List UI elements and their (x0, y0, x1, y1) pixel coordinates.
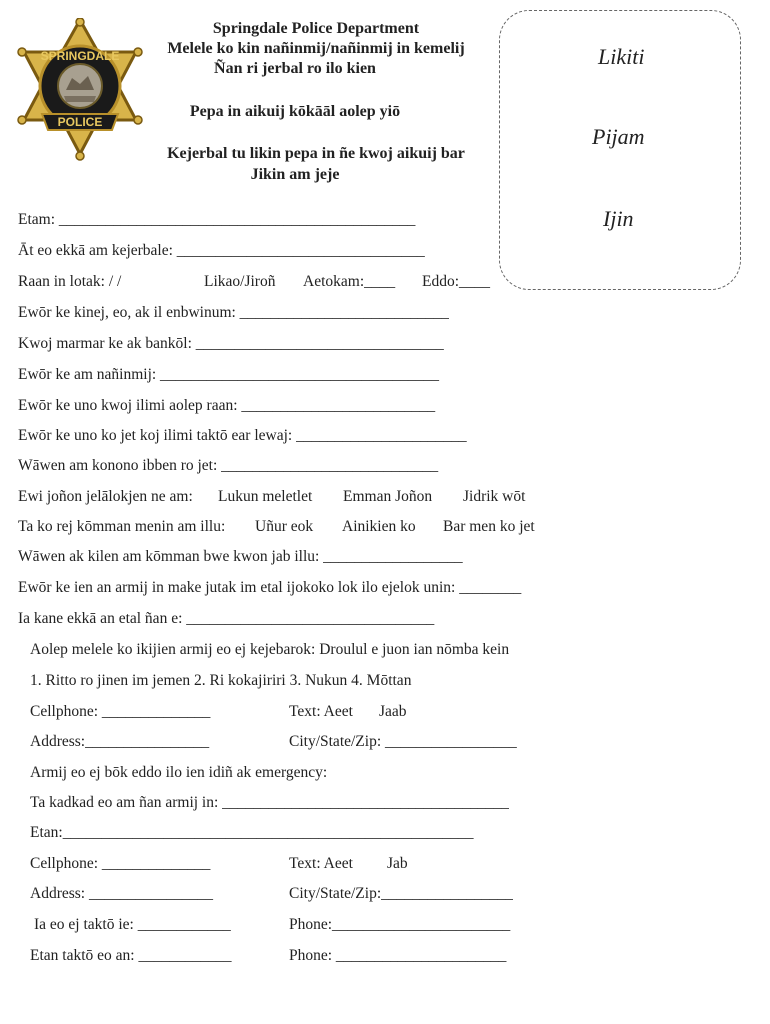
triggers-option-3[interactable]: Bar men ko jet (443, 518, 535, 535)
triggers-option-1[interactable]: Uñur eok (255, 518, 314, 535)
birthdate-field[interactable]: Raan in lotak: / / (18, 273, 122, 290)
knowledge-option-3[interactable]: Jidrik wōt (463, 488, 526, 505)
weight-field[interactable]: Eddo:____ (422, 273, 491, 290)
hospital-field[interactable]: Ia eo ej taktō ie: ____________ (34, 916, 231, 933)
photo-label-1: Likiti (598, 44, 645, 69)
form-title: Pepa in aikuij kōkāāl aolep yiō (189, 103, 401, 120)
badge-bottom-text: POLICE (57, 115, 103, 129)
cellphone-field-1[interactable]: Cellphone: ______________ (30, 703, 211, 720)
wander-location-field[interactable]: Ia kane ekkā an etal ñan e: ________________________________ (18, 610, 435, 627)
illness-field[interactable]: Ewōr ke am nañinmij: ____________________________________ (18, 366, 440, 383)
marks-field[interactable]: Ewōr ke kinej, eo, ak il enbwinum: ___________________________ (18, 304, 449, 321)
header-line-2: Melele ko kin nañinmij/nañinmij in kemelij (167, 40, 465, 57)
knowledge-option-2[interactable]: Emman Joñon (343, 488, 433, 505)
caregiver-info-label: Aolep melele ko ikijien armij eo ej kejebarok: Droulul e juon ian nōmba kein (30, 641, 510, 658)
doctor-phone-field[interactable]: Phone: ______________________ (289, 947, 507, 964)
hospital-phone-field[interactable]: Phone:_______________________ (289, 916, 511, 933)
relationship-field[interactable]: Ta kadkad eo am ñan armij in: _____________________________________ (30, 794, 509, 811)
triggers-option-2[interactable]: Ainikien ko (342, 518, 416, 535)
police-badge-logo (14, 18, 146, 170)
triggers-label: Ta ko rej kōmman menin am illu: (18, 518, 226, 535)
emergency-contact-label: Armij eo ej bōk eddo ilo ien idiñ ak emergency: (30, 764, 328, 781)
photo-label-3: Ijin (603, 206, 634, 231)
badge-star-icon (18, 18, 142, 160)
name-field[interactable]: Etam: ______________________________________________ (18, 211, 416, 228)
photo-label-2: Pijam (592, 124, 645, 149)
city-state-zip-field-2[interactable]: City/State/Zip:_________________ (289, 885, 513, 902)
text-option-no-2[interactable]: Jab (387, 855, 408, 872)
badge-top-text: SPRINGDALE (40, 49, 120, 63)
relationship-options: 1. Ritto ro jinen im jemen 2. Ri kokajiriri 3. Nukun 4. Mōttan (30, 672, 412, 689)
city-state-zip-field-1[interactable]: City/State/Zip: _________________ (289, 733, 517, 750)
text-option-no-1[interactable]: Jaab (379, 703, 407, 720)
text-option-yes-2[interactable]: Text: Aeet (289, 855, 353, 872)
communication-field[interactable]: Wāwen am konono ibben ro jet: ____________________________ (18, 457, 439, 474)
header-line-5: Kejerbal tu likin pepa in ñe kwoj aikuij bar (167, 145, 465, 162)
address-field-1[interactable]: Address:________________ (30, 733, 210, 750)
header-line-6: Jikin am jeje (250, 166, 340, 183)
knowledge-label: Ewi joñon jelālokjen ne am: (18, 488, 193, 505)
knowledge-option-1[interactable]: Lukun meletlet (218, 488, 313, 505)
address-field-2[interactable]: Address: ________________ (30, 885, 213, 902)
cellphone-field-2[interactable]: Cellphone: ______________ (30, 855, 211, 872)
contact-name-field[interactable]: Etan:_____________________________________________________ (30, 824, 474, 841)
gender-field[interactable]: Likao/Jiroñ (204, 273, 276, 290)
text-option-yes-1[interactable]: Text: Aeet (289, 703, 353, 720)
seizure-field[interactable]: Kwoj marmar ke ak bankōl: ________________________________ (18, 335, 444, 352)
other-medication-field[interactable]: Ewōr ke uno ko jet koj ilimi taktō ear lewaj: ______________________ (18, 427, 467, 444)
height-field[interactable]: Aetokam:____ (303, 273, 396, 290)
nickname-field[interactable]: Āt eo ekkā am kejerbale: ________________________________ (18, 242, 425, 259)
header-line-3: Ñan ri jerbal ro ilo kien (214, 60, 376, 77)
wander-field[interactable]: Ewōr ke ien an armij in make jutak im etal ijokoko lok ilo ejelok unin: ________ (18, 579, 522, 596)
calming-field[interactable]: Wāwen ak kilen am kōmman bwe kwon jab illu: __________________ (18, 548, 463, 565)
doctor-name-field[interactable]: Etan taktō eo an: ____________ (30, 947, 232, 964)
daily-medication-field[interactable]: Ewōr ke uno kwoj ilimi aolep raan: _________________________ (18, 397, 436, 414)
dept-title: Springdale Police Department (212, 20, 420, 37)
